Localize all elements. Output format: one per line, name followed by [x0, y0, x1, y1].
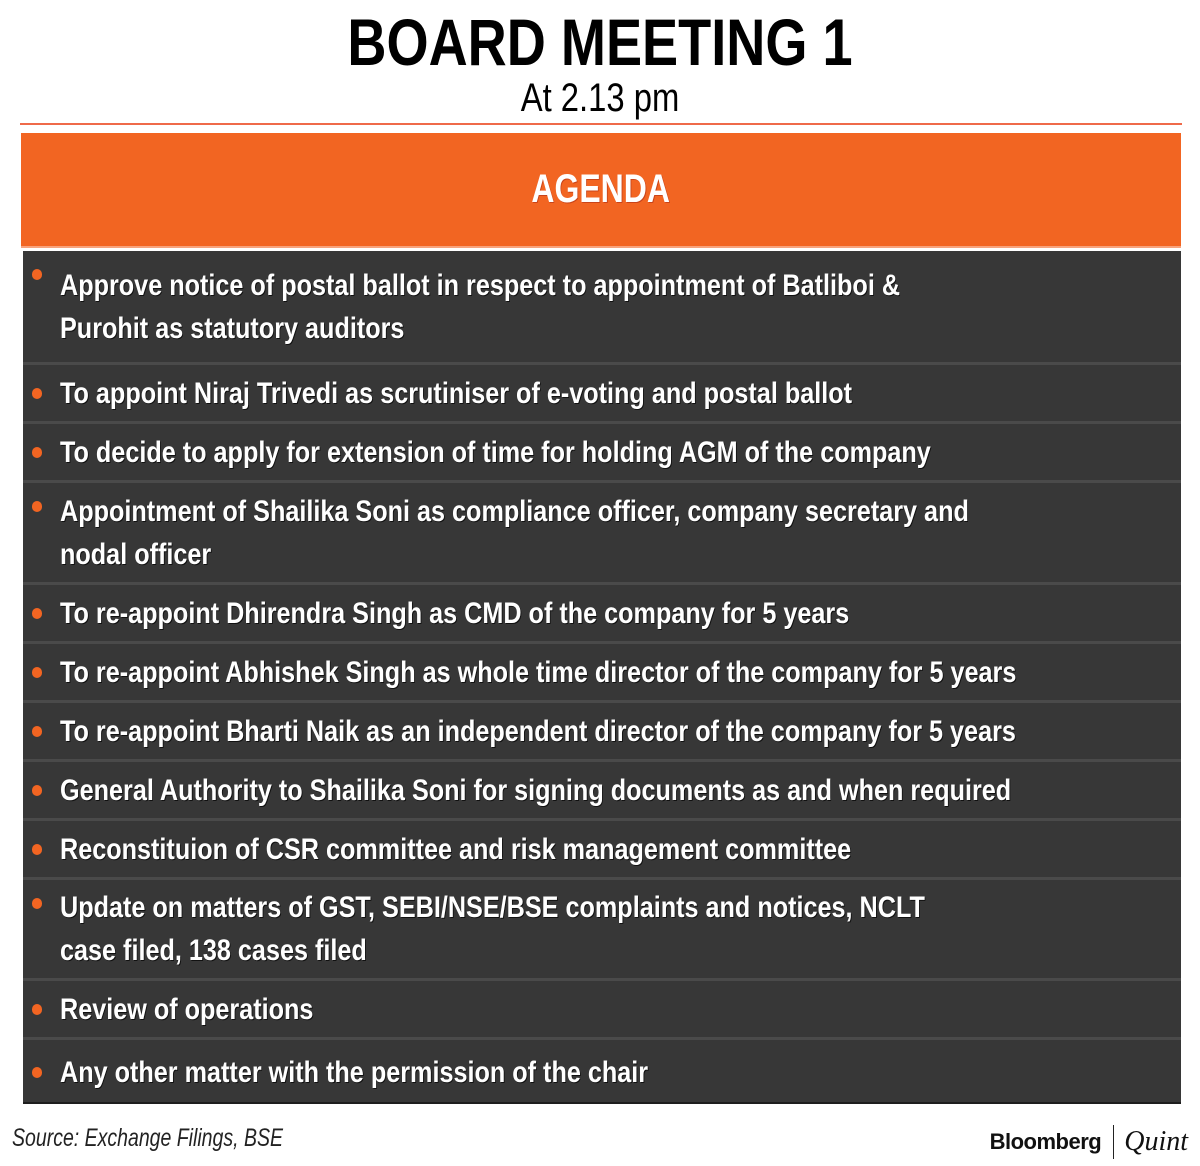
brand-quint-wordmark: Quint	[1124, 1126, 1188, 1157]
agenda-item-text: Reconstituion of CSR committee and risk management committee	[60, 832, 852, 866]
bullet-dot-icon	[32, 844, 42, 855]
agenda-item	[23, 483, 1181, 585]
bullet-dot-icon	[32, 388, 42, 399]
agenda-item-text: Review of operations	[60, 992, 314, 1026]
agenda-header-banner	[21, 133, 1181, 248]
agenda-item-text: To decide to apply for extension of time for holding AGM of the company	[60, 435, 931, 469]
bullet-dot-icon	[32, 1067, 42, 1078]
brand-separator	[1113, 1125, 1114, 1159]
brand-logo	[990, 1124, 1188, 1160]
agenda-list	[23, 251, 1181, 1104]
agenda-item	[23, 365, 1181, 424]
agenda-item-text: Any other matter with the permission of the chair	[60, 1055, 649, 1089]
header-divider	[20, 123, 1182, 125]
agenda-item-text: To re-appoint Bharti Naik as an independent director of the company for 5 years	[60, 714, 1016, 748]
agenda-item-text: To appoint Niraj Trivedi as scrutiniser of e-voting and postal ballot	[60, 376, 853, 410]
page-title: BOARD MEETING 1	[347, 5, 853, 79]
agenda-item	[23, 981, 1181, 1040]
agenda-item	[23, 821, 1181, 880]
bullet-dot-icon	[32, 667, 42, 678]
bullet-dot-icon	[32, 726, 42, 737]
agenda-item-text: General Authority to Shailika Soni for signing documents as and when required	[60, 773, 1012, 807]
agenda-item	[23, 585, 1181, 644]
bullet-dot-icon	[32, 785, 42, 796]
agenda-item	[23, 644, 1181, 703]
agenda-item-text: Approve notice of postal ballot in respect to appointment of Batliboi & Purohit as statutory auditors	[60, 268, 901, 345]
agenda-item-text: Update on matters of GST, SEBI/NSE/BSE complaints and notices, NCLT case filed, 138 cases filed	[60, 891, 925, 967]
agenda-item-text: Appointment of Shailika Soni as compliance officer, company secretary and nodal officer	[60, 494, 969, 571]
agenda-item-text: To re-appoint Abhishek Singh as whole time director of the company for 5 years	[60, 655, 1017, 689]
agenda-heading: AGENDA	[531, 167, 671, 211]
bullet-dot-icon	[32, 608, 42, 619]
agenda-item	[23, 703, 1181, 762]
bullet-dot-icon	[32, 269, 42, 280]
bullet-dot-icon	[32, 1004, 42, 1015]
bullet-dot-icon	[32, 447, 42, 458]
brand-bloomberg-wordmark: Bloomberg	[989, 1129, 1102, 1154]
agenda-item	[23, 424, 1181, 483]
agenda-item	[23, 762, 1181, 821]
agenda-item	[23, 251, 1181, 365]
agenda-item-text: To re-appoint Dhirendra Singh as CMD of the company for 5 years	[60, 596, 850, 630]
source-note: Source: Exchange Filings, BSE	[12, 1124, 283, 1152]
bullet-dot-icon	[32, 501, 42, 512]
meeting-time: At 2.13 pm	[520, 76, 680, 120]
agenda-item	[23, 880, 1181, 981]
agenda-item	[23, 1040, 1181, 1104]
bullet-dot-icon	[32, 898, 42, 909]
